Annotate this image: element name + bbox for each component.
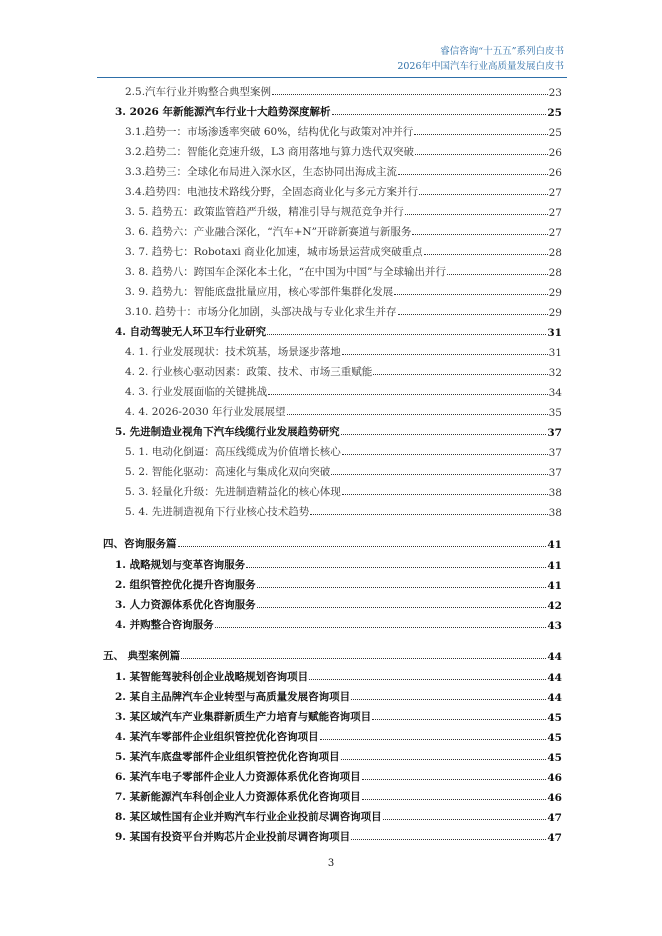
toc-dot-leader <box>362 779 547 780</box>
toc-entry-page: 29 <box>548 287 562 299</box>
toc-entry[interactable] <box>115 319 562 339</box>
toc-dot-leader <box>398 314 548 315</box>
page-number: 3 <box>327 858 335 869</box>
toc-entry[interactable] <box>103 531 562 551</box>
toc-dot-leader <box>267 334 546 335</box>
toc-entry[interactable] <box>115 824 562 844</box>
toc-entry-page: 34 <box>548 387 562 399</box>
header-divider <box>97 77 567 78</box>
toc-entry-title: 3. 9. 趋势九：智能底盘批量应用，核心零部件集群化发展 <box>125 286 394 298</box>
toc-entry[interactable] <box>115 572 562 592</box>
toc-dot-leader <box>362 799 547 800</box>
toc-entry[interactable] <box>125 339 562 359</box>
toc-entry[interactable] <box>125 139 562 159</box>
toc-entry-page: 41 <box>547 580 562 592</box>
toc-entry-title: 8. 某区域性国有企业并购汽车行业企业投前尽调咨询项目 <box>115 811 382 823</box>
toc-entry-page: 27 <box>548 227 562 239</box>
toc-dot-leader <box>332 114 547 115</box>
toc-dot-leader <box>310 514 547 515</box>
toc-entry[interactable] <box>115 612 562 632</box>
toc-entry[interactable] <box>115 724 562 744</box>
toc-dot-leader <box>412 234 547 235</box>
toc-dot-leader <box>257 587 547 588</box>
toc-dot-leader <box>341 759 547 760</box>
toc-entry-title: 4. 并购整合咨询服务 <box>115 619 214 631</box>
toc-dot-leader <box>268 394 547 395</box>
toc-entry-title: 5. 3. 轻量化升级：先进制造精益化的核心体现 <box>125 486 341 498</box>
toc-entry-title: 2. 某自主品牌汽车企业转型与高质量发展咨询项目 <box>115 691 351 703</box>
toc-entry-page: 25 <box>547 107 562 119</box>
toc-entry-page: 25 <box>548 127 562 139</box>
toc-entry[interactable] <box>125 479 562 499</box>
toc-dot-leader <box>419 194 548 195</box>
toc-entry[interactable] <box>125 499 562 519</box>
toc-entry-title: 3. 7. 趋势七：Robotaxi 商业化加速，城市场景运营成突破重点 <box>125 246 423 258</box>
toc-dot-leader <box>272 94 548 95</box>
toc-entry-page: 31 <box>547 327 562 339</box>
toc-entry[interactable] <box>125 239 562 259</box>
toc-entry-title: 1. 战略规划与变革咨询服务 <box>115 559 246 571</box>
toc-dot-leader <box>309 679 546 680</box>
toc-entry-title: 9. 某国有投资平台并购芯片企业投前尽调咨询项目 <box>115 831 351 843</box>
running-header <box>397 44 564 74</box>
toc-entry[interactable] <box>115 704 562 724</box>
toc-entry[interactable] <box>125 119 562 139</box>
toc-entry-page: 37 <box>548 447 562 459</box>
toc-entry[interactable] <box>125 359 562 379</box>
toc-dot-leader <box>398 174 548 175</box>
toc-entry-title: 3.10. 趋势十：市场分化加剧，头部决战与专业化求生并存 <box>125 306 397 318</box>
toc-entry-page: 45 <box>547 732 562 744</box>
toc-dot-leader <box>447 274 548 275</box>
toc-entry[interactable] <box>115 764 562 784</box>
toc-dot-leader <box>341 434 547 435</box>
toc-entry-title: 2. 组织管控优化提升咨询服务 <box>115 579 256 591</box>
toc-entry[interactable] <box>115 592 562 612</box>
toc-dot-leader <box>383 819 547 820</box>
toc-dot-leader <box>257 607 547 608</box>
toc-entry-title: 4. 2. 行业核心驱动因素：政策、技术、市场三重赋能 <box>125 366 373 378</box>
toc-dot-leader <box>331 474 547 475</box>
toc-dot-leader <box>215 627 547 628</box>
toc-entry-page: 42 <box>547 600 562 612</box>
header-series-title: 睿信咨询“十五五”系列白皮书 <box>440 46 564 57</box>
toc-entry[interactable] <box>125 199 562 219</box>
toc-dot-leader <box>181 658 546 659</box>
toc-entry[interactable] <box>115 419 562 439</box>
toc-entry-page: 46 <box>547 772 562 784</box>
header-report-title: 2026年中国汽车行业高质量发展白皮书 <box>397 61 564 72</box>
toc-entry-page: 38 <box>548 507 562 519</box>
toc-entry-page: 35 <box>548 407 562 419</box>
toc-entry[interactable] <box>125 379 562 399</box>
toc-entry-title: 2.5.汽车行业并购整合典型案例 <box>125 86 272 98</box>
toc-dot-leader <box>405 214 548 215</box>
toc-entry[interactable] <box>115 684 562 704</box>
toc-entry-title: 7. 某新能源汽车科创企业人力资源体系优化咨询项目 <box>115 791 361 803</box>
toc-entry-title: 5. 2. 智能化驱动：高速化与集成化双向突破 <box>125 466 331 478</box>
toc-entry[interactable] <box>125 459 562 479</box>
toc-dot-leader <box>394 294 547 295</box>
toc-entry-title: 6. 某汽车电子零部件企业人力资源体系优化咨询项目 <box>115 771 361 783</box>
toc-entry[interactable] <box>115 99 562 119</box>
toc-entry[interactable] <box>103 643 562 663</box>
toc-entry-page: 44 <box>547 692 562 704</box>
toc-entry-page: 27 <box>548 207 562 219</box>
toc-entry-page: 26 <box>548 167 562 179</box>
toc-entry-title: 五、 典型案例篇 <box>103 650 181 662</box>
toc-entry[interactable] <box>125 219 562 239</box>
toc-entry-title: 3. 8. 趋势八：跨国车企深化本土化，“在中国为中国”与全球输出并行 <box>125 266 446 278</box>
toc-entry-title: 4. 自动驾驶无人环卫车行业研究 <box>115 326 267 338</box>
toc-entry-page: 27 <box>548 187 562 199</box>
toc-entry-title: 4. 3. 行业发展面临的关键挑战 <box>125 386 268 398</box>
toc-entry-title: 5. 先进制造业视角下汽车线缆行业发展趋势研究 <box>115 426 340 438</box>
toc-entry-title: 四、咨询服务篇 <box>103 538 177 550</box>
toc-entry-page: 44 <box>547 672 562 684</box>
toc-entry-page: 41 <box>547 539 562 551</box>
toc-entry-title: 1. 某智能驾驶科创企业战略规划咨询项目 <box>115 671 309 683</box>
toc-entry-title: 5. 1. 电动化倒逼：高压线缆成为价值增长核心 <box>125 446 341 458</box>
toc-entry-page: 28 <box>548 247 562 259</box>
toc-entry-page: 47 <box>547 812 562 824</box>
toc-dot-leader <box>351 839 546 840</box>
toc-dot-leader <box>373 374 547 375</box>
toc-entry-page: 23 <box>548 87 562 99</box>
toc-entry-title: 5. 某汽车底盘零部件企业组织管控优化咨询项目 <box>115 751 340 763</box>
toc-entry-page: 29 <box>548 307 562 319</box>
toc-dot-leader <box>414 134 547 135</box>
toc-dot-leader <box>415 154 548 155</box>
toc-entry[interactable] <box>125 179 562 199</box>
toc-entry[interactable] <box>125 439 562 459</box>
toc-entry-title: 3. 6. 趋势六：产业融合深化，“汽车+N”开辟新赛道与新服务 <box>125 226 412 238</box>
toc-entry-title: 4. 4. 2026-2030 年行业发展展望 <box>125 406 286 418</box>
toc-entry-page: 44 <box>547 651 562 663</box>
toc-entry-title: 3. 5. 趋势五：政策监管趋严升级，精准引导与规范竞争并行 <box>125 206 404 218</box>
toc-entry-title: 3.1.趋势一：市场渗透率突破 60%，结构优化与政策对冲并行 <box>125 126 414 138</box>
toc-entry[interactable] <box>115 744 562 764</box>
toc-entry[interactable] <box>125 279 562 299</box>
toc-entry-page: 37 <box>547 427 562 439</box>
toc-entry-page: 45 <box>547 712 562 724</box>
toc-entry[interactable] <box>125 299 562 319</box>
toc-entry-title: 3.2.趋势二：智能化竞速升级，L3 商用落地与算力迭代双突破 <box>125 146 415 158</box>
toc-entry-page: 41 <box>547 560 562 572</box>
toc-entry[interactable] <box>115 804 562 824</box>
toc-dot-leader <box>178 546 547 547</box>
toc-entry-page: 32 <box>548 367 562 379</box>
toc-entry-page: 28 <box>548 267 562 279</box>
toc-entry[interactable] <box>125 399 562 419</box>
toc-dot-leader <box>424 254 548 255</box>
toc-dot-leader <box>342 454 548 455</box>
toc-dot-leader <box>287 414 548 415</box>
toc-entry[interactable] <box>125 259 562 279</box>
toc-dot-leader <box>342 494 548 495</box>
toc-entry[interactable] <box>125 79 562 99</box>
toc-entry-page: 47 <box>547 832 562 844</box>
toc-entry-title: 3.4.趋势四：电池技术路线分野，全固态商业化与多元方案并行 <box>125 186 419 198</box>
toc-entry[interactable] <box>115 552 562 572</box>
toc-dot-leader <box>372 719 546 720</box>
toc-entry-page: 46 <box>547 792 562 804</box>
toc-entry[interactable] <box>115 664 562 684</box>
toc-entry-title: 3. 2026 年新能源汽车行业十大趋势深度解析 <box>115 106 331 118</box>
toc-entry-title: 5. 4. 先进制造视角下行业核心技术趋势 <box>125 506 310 518</box>
toc-dot-leader <box>342 354 548 355</box>
toc-dot-leader <box>351 699 546 700</box>
toc-entry-title: 4. 某汽车零部件企业组织管控优化咨询项目 <box>115 731 319 743</box>
toc-entry-page: 26 <box>548 147 562 159</box>
toc-entry-page: 45 <box>547 752 562 764</box>
toc-entry-title: 3.3.趋势三：全球化布局进入深水区，生态协同出海成主流 <box>125 166 398 178</box>
toc-entry[interactable] <box>115 784 562 804</box>
toc-entry[interactable] <box>125 159 562 179</box>
toc-dot-leader <box>246 567 546 568</box>
toc-entry-page: 43 <box>547 620 562 632</box>
toc-entry-page: 31 <box>548 347 562 359</box>
toc-entry-title: 3. 人力资源体系优化咨询服务 <box>115 599 256 611</box>
toc-entry-page: 37 <box>548 467 562 479</box>
toc-dot-leader <box>320 739 547 740</box>
toc-entry-title: 4. 1. 行业发展现状：技术筑基，场景逐步落地 <box>125 346 341 358</box>
toc-entry-page: 38 <box>548 487 562 499</box>
toc-entry-title: 3. 某区域汽车产业集群新质生产力培育与赋能咨询项目 <box>115 711 372 723</box>
